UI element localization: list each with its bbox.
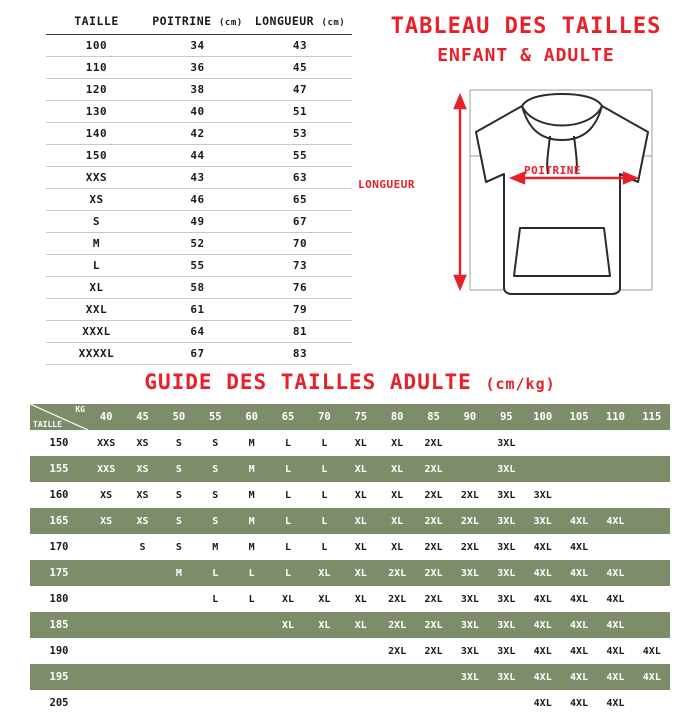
guide-cell <box>379 690 415 716</box>
cell-chest: 43 <box>147 167 248 189</box>
weight-header: 75 <box>343 404 379 430</box>
guide-row <box>30 664 670 690</box>
cell-size: XS <box>46 189 147 211</box>
cell-chest: 58 <box>147 277 248 299</box>
cell-length: 43 <box>248 35 352 57</box>
guide-cell <box>488 690 524 716</box>
guide-cell: 3XL <box>488 534 524 560</box>
guide-title <box>0 370 700 394</box>
guide-cell: 2XL <box>452 482 488 508</box>
illustration-panel <box>352 0 700 366</box>
cell-length: 55 <box>248 145 352 167</box>
guide-cell <box>634 586 670 612</box>
guide-cell <box>634 482 670 508</box>
size-table-panel <box>0 0 352 366</box>
size-table <box>46 10 352 365</box>
table-row <box>46 277 352 299</box>
cell-chest: 36 <box>147 57 248 79</box>
guide-cell <box>197 664 233 690</box>
table-row <box>46 299 352 321</box>
guide-table <box>30 404 670 716</box>
cell-size: XL <box>46 277 147 299</box>
guide-cell: 4XL <box>525 690 561 716</box>
weight-header: 80 <box>379 404 415 430</box>
table-row <box>46 79 352 101</box>
guide-cell: 2XL <box>379 586 415 612</box>
guide-cell <box>124 612 160 638</box>
guide-cell: 4XL <box>634 664 670 690</box>
height-label: 150 <box>30 430 88 456</box>
hoodie-illustration-svg <box>352 78 700 318</box>
guide-table-panel <box>0 394 700 716</box>
guide-cell: M <box>234 430 270 456</box>
guide-cell <box>161 612 197 638</box>
guide-cell: L <box>306 508 342 534</box>
cell-size: 110 <box>46 57 147 79</box>
cell-size: S <box>46 211 147 233</box>
guide-cell <box>270 690 306 716</box>
guide-cell <box>597 456 633 482</box>
cell-chest: 61 <box>147 299 248 321</box>
table-row <box>46 233 352 255</box>
height-label: 190 <box>30 638 88 664</box>
guide-cell: 3XL <box>488 586 524 612</box>
guide-cell: 4XL <box>561 508 597 534</box>
weight-header: 60 <box>234 404 270 430</box>
corner-kg-label: KG <box>75 405 85 414</box>
guide-cell <box>161 690 197 716</box>
guide-cell: 2XL <box>415 430 451 456</box>
guide-cell: XL <box>343 508 379 534</box>
guide-header-row <box>30 404 670 430</box>
size-table-body <box>46 35 352 365</box>
cell-chest: 52 <box>147 233 248 255</box>
guide-cell: 3XL <box>488 560 524 586</box>
guide-cell: M <box>234 482 270 508</box>
guide-cell <box>88 534 124 560</box>
cell-length: 70 <box>248 233 352 255</box>
guide-cell: M <box>234 534 270 560</box>
guide-cell: XS <box>124 456 160 482</box>
guide-cell <box>124 690 160 716</box>
guide-cell: 2XL <box>415 508 451 534</box>
guide-row <box>30 430 670 456</box>
guide-cell: XL <box>343 534 379 560</box>
guide-cell: 4XL <box>561 586 597 612</box>
cell-size: XXS <box>46 167 147 189</box>
guide-cell: 4XL <box>525 638 561 664</box>
guide-cell: S <box>161 482 197 508</box>
cell-length: 51 <box>248 101 352 123</box>
guide-cell: XL <box>379 430 415 456</box>
guide-cell <box>234 612 270 638</box>
guide-cell: 2XL <box>452 508 488 534</box>
guide-cell: 3XL <box>525 482 561 508</box>
table-row <box>46 343 352 365</box>
guide-cell <box>88 612 124 638</box>
guide-cell: S <box>197 482 233 508</box>
cell-size: M <box>46 233 147 255</box>
guide-cell <box>561 482 597 508</box>
cell-chest: 42 <box>147 123 248 145</box>
cell-chest: 38 <box>147 79 248 101</box>
guide-row <box>30 690 670 716</box>
guide-cell <box>124 560 160 586</box>
guide-cell <box>634 690 670 716</box>
weight-header: 55 <box>197 404 233 430</box>
guide-cell: 4XL <box>525 534 561 560</box>
guide-cell: S <box>197 456 233 482</box>
guide-cell: XS <box>88 508 124 534</box>
guide-cell <box>197 638 233 664</box>
cell-chest: 40 <box>147 101 248 123</box>
guide-cell: L <box>270 534 306 560</box>
page-subtitle: ENFANT & ADULTE <box>437 45 615 66</box>
weight-header: 105 <box>561 404 597 430</box>
guide-cell <box>452 456 488 482</box>
weight-header: 85 <box>415 404 451 430</box>
height-label: 160 <box>30 482 88 508</box>
guide-cell: S <box>161 456 197 482</box>
label-poitrine: POITRINE <box>524 164 581 177</box>
guide-cell <box>88 638 124 664</box>
guide-cell: S <box>124 534 160 560</box>
height-label: 165 <box>30 508 88 534</box>
guide-cell <box>525 430 561 456</box>
column-header-taille: TAILLE <box>46 10 147 35</box>
guide-cell: XL <box>270 612 306 638</box>
cell-length: 63 <box>248 167 352 189</box>
guide-cell: 2XL <box>379 560 415 586</box>
guide-cell <box>634 508 670 534</box>
guide-cell: 4XL <box>525 586 561 612</box>
weight-header: 45 <box>124 404 160 430</box>
guide-cell: 3XL <box>488 482 524 508</box>
guide-cell <box>343 690 379 716</box>
guide-row <box>30 482 670 508</box>
guide-cell: XL <box>343 430 379 456</box>
weight-header: 95 <box>488 404 524 430</box>
guide-cell: XL <box>379 534 415 560</box>
height-label: 170 <box>30 534 88 560</box>
cell-size: 130 <box>46 101 147 123</box>
cell-chest: 44 <box>147 145 248 167</box>
height-label: 155 <box>30 456 88 482</box>
cell-length: 81 <box>248 321 352 343</box>
guide-cell: 4XL <box>597 586 633 612</box>
cell-length: 79 <box>248 299 352 321</box>
weight-header: 65 <box>270 404 306 430</box>
table-row <box>46 189 352 211</box>
guide-cell: L <box>270 456 306 482</box>
guide-cell <box>306 664 342 690</box>
guide-cell: L <box>306 482 342 508</box>
guide-cell: XS <box>124 430 160 456</box>
guide-cell <box>161 586 197 612</box>
size-table-header-row <box>46 10 352 35</box>
guide-cell <box>306 690 342 716</box>
guide-cell: XL <box>379 482 415 508</box>
guide-cell: XS <box>124 482 160 508</box>
guide-cell: 3XL <box>488 430 524 456</box>
guide-cell <box>634 534 670 560</box>
cell-size: 120 <box>46 79 147 101</box>
guide-cell: 4XL <box>525 560 561 586</box>
guide-cell: XL <box>306 560 342 586</box>
guide-cell: 3XL <box>525 508 561 534</box>
unit-longueur: (cm) <box>321 18 346 28</box>
weight-header: 50 <box>161 404 197 430</box>
cell-chest: 55 <box>147 255 248 277</box>
guide-cell: XS <box>124 508 160 534</box>
guide-cell: 4XL <box>597 560 633 586</box>
guide-cell <box>234 638 270 664</box>
guide-cell <box>343 664 379 690</box>
guide-row <box>30 560 670 586</box>
guide-cell: L <box>270 508 306 534</box>
guide-cell: M <box>234 508 270 534</box>
guide-cell: 2XL <box>415 638 451 664</box>
guide-cell: 3XL <box>488 612 524 638</box>
guide-cell: 4XL <box>561 612 597 638</box>
guide-cell: L <box>234 586 270 612</box>
guide-row <box>30 612 670 638</box>
cell-chest: 67 <box>147 343 248 365</box>
table-row <box>46 101 352 123</box>
guide-cell: 4XL <box>561 534 597 560</box>
guide-cell <box>343 638 379 664</box>
cell-length: 67 <box>248 211 352 233</box>
guide-cell: 4XL <box>634 638 670 664</box>
guide-cell: 4XL <box>561 560 597 586</box>
cell-size: XXXXL <box>46 343 147 365</box>
guide-cell: XL <box>343 612 379 638</box>
guide-cell: 2XL <box>379 638 415 664</box>
column-header-longueur: LONGUEUR (cm) <box>248 10 352 35</box>
guide-cell <box>452 430 488 456</box>
weight-header: 115 <box>634 404 670 430</box>
weight-header: 70 <box>306 404 342 430</box>
guide-cell <box>597 534 633 560</box>
guide-cell: M <box>197 534 233 560</box>
guide-cell: L <box>306 456 342 482</box>
cell-size: 100 <box>46 35 147 57</box>
guide-cell: 4XL <box>597 612 633 638</box>
guide-cell <box>161 638 197 664</box>
guide-cell <box>124 664 160 690</box>
table-row <box>46 255 352 277</box>
guide-title-text: GUIDE DES TAILLES ADULTE <box>144 370 472 394</box>
guide-cell: S <box>161 430 197 456</box>
guide-title-unit: (cm/kg) <box>485 375 556 393</box>
guide-row <box>30 456 670 482</box>
guide-cell: L <box>306 430 342 456</box>
guide-cell <box>88 560 124 586</box>
guide-cell: 3XL <box>488 638 524 664</box>
weight-header: 90 <box>452 404 488 430</box>
guide-cell: XL <box>343 586 379 612</box>
hoodie-diagram <box>352 78 700 318</box>
guide-cell <box>634 560 670 586</box>
weight-header: 40 <box>88 404 124 430</box>
guide-cell: M <box>161 560 197 586</box>
guide-cell <box>452 690 488 716</box>
guide-cell: 3XL <box>488 508 524 534</box>
cell-chest: 46 <box>147 189 248 211</box>
guide-cell: 3XL <box>452 560 488 586</box>
guide-cell <box>634 430 670 456</box>
guide-cell: XL <box>379 456 415 482</box>
cell-length: 45 <box>248 57 352 79</box>
guide-cell <box>234 664 270 690</box>
guide-row <box>30 638 670 664</box>
height-label: 185 <box>30 612 88 638</box>
guide-cell <box>379 664 415 690</box>
guide-cell: 4XL <box>597 664 633 690</box>
guide-row <box>30 586 670 612</box>
guide-cell <box>270 638 306 664</box>
guide-cell: 4XL <box>561 638 597 664</box>
guide-cell: XXS <box>88 430 124 456</box>
guide-cell <box>415 690 451 716</box>
guide-cell: L <box>306 534 342 560</box>
cell-size: 140 <box>46 123 147 145</box>
guide-cell: 4XL <box>561 690 597 716</box>
guide-cell <box>561 430 597 456</box>
guide-cell: XL <box>306 612 342 638</box>
guide-cell <box>88 690 124 716</box>
guide-cell: 3XL <box>452 612 488 638</box>
table-row <box>46 321 352 343</box>
guide-cell: M <box>234 456 270 482</box>
guide-cell: L <box>197 560 233 586</box>
guide-cell <box>88 664 124 690</box>
table-row <box>46 167 352 189</box>
guide-row <box>30 508 670 534</box>
guide-cell: L <box>270 482 306 508</box>
guide-cell <box>597 430 633 456</box>
guide-cell: L <box>270 560 306 586</box>
guide-cell: 2XL <box>379 612 415 638</box>
guide-cell: 3XL <box>452 664 488 690</box>
corner-taille-label: TAILLE <box>33 420 62 429</box>
guide-cell: 4XL <box>597 690 633 716</box>
cell-size: L <box>46 255 147 277</box>
guide-cell: S <box>197 430 233 456</box>
guide-cell <box>306 638 342 664</box>
guide-cell: 4XL <box>525 612 561 638</box>
guide-cell: 2XL <box>415 612 451 638</box>
column-header-poitrine: POITRINE (cm) <box>147 10 248 35</box>
guide-cell <box>597 482 633 508</box>
guide-cell: 2XL <box>415 534 451 560</box>
guide-cell <box>270 664 306 690</box>
cell-length: 76 <box>248 277 352 299</box>
guide-cell <box>88 586 124 612</box>
guide-cell: L <box>234 560 270 586</box>
cell-length: 53 <box>248 123 352 145</box>
cell-chest: 64 <box>147 321 248 343</box>
cell-size: 150 <box>46 145 147 167</box>
guide-cell <box>161 664 197 690</box>
guide-cell: L <box>270 430 306 456</box>
label-longueur: LONGUEUR <box>358 178 415 191</box>
guide-cell <box>634 612 670 638</box>
guide-cell: XL <box>343 456 379 482</box>
height-label: 205 <box>30 690 88 716</box>
guide-cell: 4XL <box>597 508 633 534</box>
guide-cell: 3XL <box>488 456 524 482</box>
guide-cell: XL <box>306 586 342 612</box>
guide-cell: XXS <box>88 456 124 482</box>
guide-cell <box>561 456 597 482</box>
guide-cell: 4XL <box>597 638 633 664</box>
height-label: 175 <box>30 560 88 586</box>
weight-header: 100 <box>525 404 561 430</box>
guide-cell <box>197 690 233 716</box>
guide-cell: S <box>161 534 197 560</box>
cell-length: 65 <box>248 189 352 211</box>
table-row <box>46 145 352 167</box>
guide-cell <box>234 690 270 716</box>
table-row <box>46 57 352 79</box>
table-row <box>46 123 352 145</box>
guide-cell: S <box>161 508 197 534</box>
page-title: TABLEAU DES TAILLES <box>390 14 662 39</box>
guide-cell: L <box>197 586 233 612</box>
guide-corner-cell <box>30 404 88 430</box>
cell-size: XXXL <box>46 321 147 343</box>
guide-cell: 2XL <box>415 586 451 612</box>
guide-row <box>30 534 670 560</box>
guide-cell <box>124 638 160 664</box>
guide-cell: 2XL <box>452 534 488 560</box>
guide-cell: 4XL <box>561 664 597 690</box>
cell-length: 47 <box>248 79 352 101</box>
guide-cell: 3XL <box>488 664 524 690</box>
guide-cell <box>634 456 670 482</box>
guide-cell: 2XL <box>415 560 451 586</box>
guide-cell: XL <box>379 508 415 534</box>
guide-cell: 3XL <box>452 586 488 612</box>
cell-length: 83 <box>248 343 352 365</box>
guide-cell <box>415 664 451 690</box>
guide-cell: 2XL <box>415 482 451 508</box>
guide-cell: S <box>197 508 233 534</box>
cell-chest: 34 <box>147 35 248 57</box>
weight-header: 110 <box>597 404 633 430</box>
guide-cell: 3XL <box>452 638 488 664</box>
cell-chest: 49 <box>147 211 248 233</box>
guide-cell <box>124 586 160 612</box>
guide-cell: XL <box>343 560 379 586</box>
guide-cell: 4XL <box>525 664 561 690</box>
guide-cell <box>197 612 233 638</box>
guide-cell: XS <box>88 482 124 508</box>
guide-cell: 2XL <box>415 456 451 482</box>
guide-cell: XL <box>270 586 306 612</box>
cell-length: 73 <box>248 255 352 277</box>
unit-poitrine: (cm) <box>219 18 243 28</box>
height-label: 180 <box>30 586 88 612</box>
cell-size: XXL <box>46 299 147 321</box>
guide-cell <box>525 456 561 482</box>
table-row <box>46 211 352 233</box>
height-label: 195 <box>30 664 88 690</box>
table-row <box>46 35 352 57</box>
guide-cell: XL <box>343 482 379 508</box>
